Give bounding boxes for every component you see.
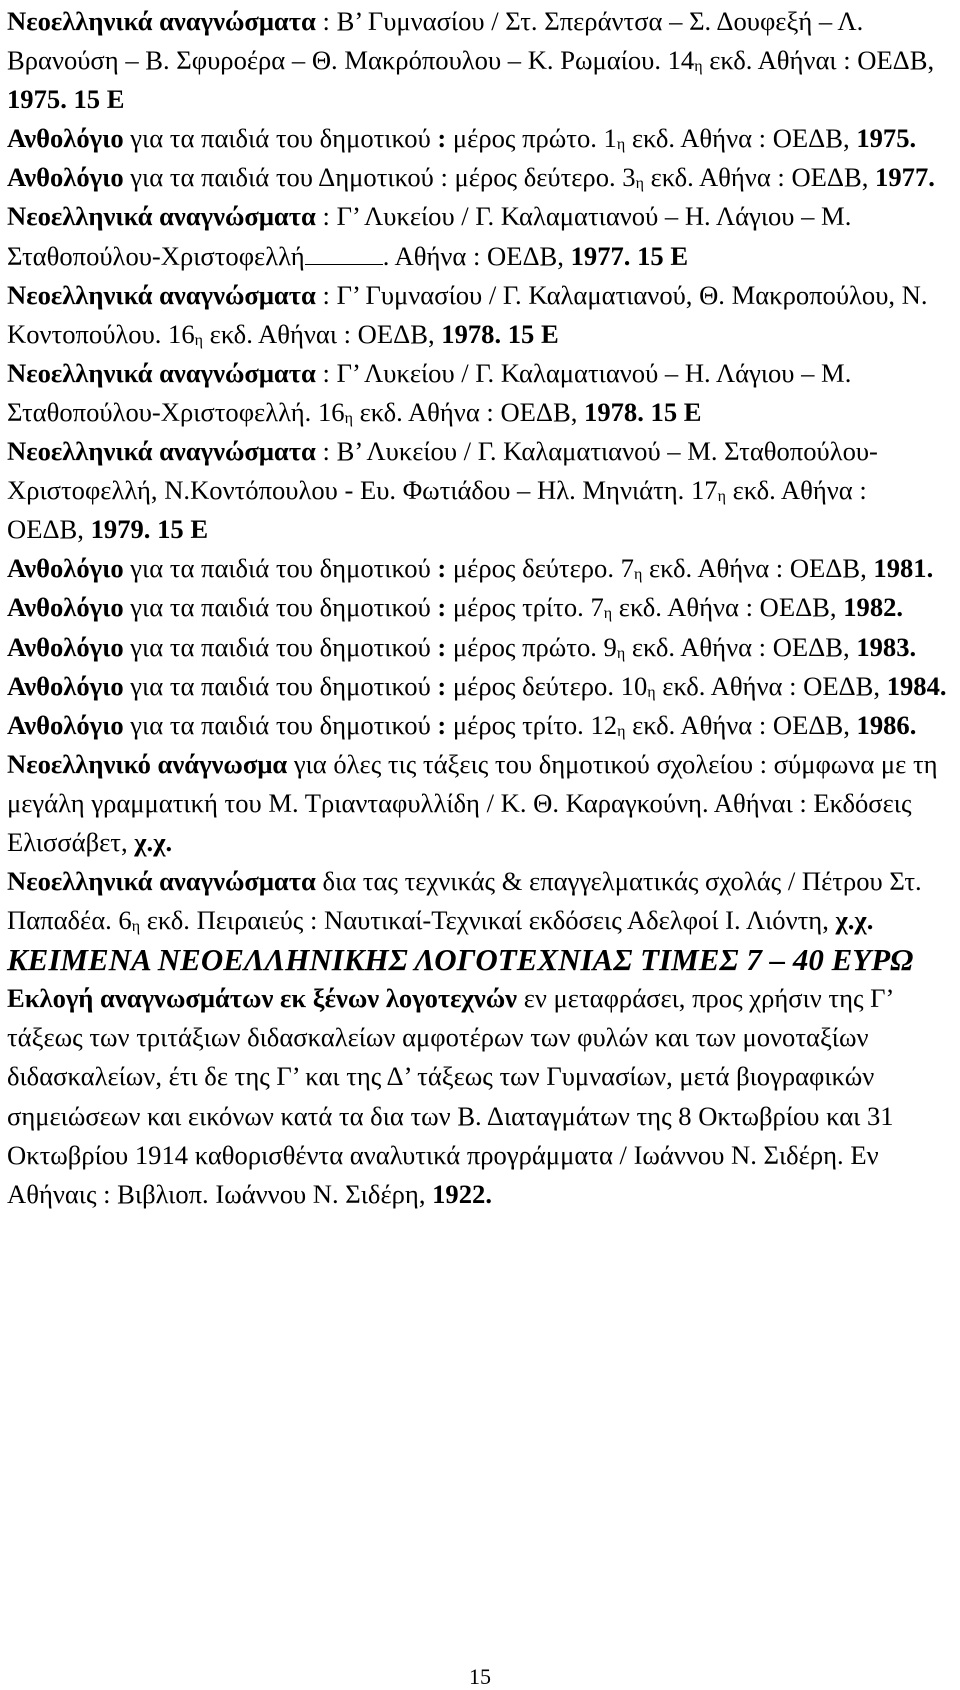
entry-title: Ανθολόγιο <box>7 162 124 193</box>
entry-year: χ.χ. <box>134 826 173 857</box>
entry-text: εκδ. Αθήνα : ΟΕΔΒ, <box>655 670 887 701</box>
entry-title: Ανθολόγιο <box>7 670 124 701</box>
entry-text: εκδ. Αθήνα : ΟΕΔΒ, <box>7 475 867 545</box>
entry-text: για τα παιδιά του Δημοτικού : μέρος δεύτερο. 3 <box>123 162 636 193</box>
bibliography-entry <box>7 158 947 197</box>
entry-text: εκδ. Αθήνα : ΟΕΔΒ, <box>642 553 874 584</box>
edition-marker: η <box>131 918 141 936</box>
entry-year: 1986. <box>856 709 917 740</box>
bibliography-entry <box>7 119 947 158</box>
entry-text: για τα παιδιά του δημοτικού <box>123 592 438 623</box>
entry-text: εν μεταφράσει, προς χρήσιν της Γ’ τάξεως των τριτάξιων διδασκαλείων αμφοτέρων των φυλών και των μονοταξίων διδασκαλείων, έτι δε της Γ’ και της Δ’ τάξεως των Γυμνασίων, μετά βιογραφικών σημειώσεων και εικόνων κατά τα δια των Β. Διαταγμάτων της 8 Οκτωβρίου και 31 Οκτωβρίου 1914 καθορισθέντα αναλυτικά προγράμματα / Ιωάννου Ν. Σιδέρη. Εν Αθήναις : Βιβλιοπ. Ιωάννου Ν. Σιδέρη, <box>7 983 894 1209</box>
entry-title: Νεοελληνικά αναγνώσματα <box>7 279 316 310</box>
entry-colon: : <box>437 123 447 154</box>
entry-year: χ.χ. <box>835 905 874 936</box>
entry-year: 1978. 15 Ε <box>441 318 559 349</box>
bibliography-entry <box>7 549 947 588</box>
entry-year: 1977. 15 Ε <box>570 240 689 271</box>
entry-text: εκδ. Αθήναι : ΟΕΔΒ, <box>203 318 442 349</box>
entry-text: εκδ. Αθήνα : ΟΕΔΒ, <box>625 631 857 662</box>
entry-text: μέρος πρώτο. 1 <box>446 123 617 154</box>
entry-text: εκδ. Πειραιεύς : Ναυτικαί-Τεχνικαί εκδόσεις Αδελφοί Ι. Λιόντη, <box>140 905 836 936</box>
entry-text: για τα παιδιά του δημοτικού <box>123 553 438 584</box>
entry-colon: : <box>437 709 447 740</box>
entry-year: 1978. 15 Ε <box>584 396 702 427</box>
entry-year: 1983. <box>856 631 917 662</box>
bibliography-entry <box>7 354 947 432</box>
entry-text: εκδ. Αθήνα : ΟΕΔΒ, <box>625 709 857 740</box>
underline-blank <box>305 242 383 265</box>
bibliography-entry <box>7 628 947 667</box>
entry-text: για όλες τις τάξεις του δημοτικού σχολείου : σύμφωνα με τη μεγάλη γραμματική του Μ. Τριανταφυλλίδη / Κ. Θ. Καραγκούνη. Αθήναι : Εκδόσεις Ελισσάβετ, <box>7 748 938 857</box>
entry-year: 1922. <box>432 1178 492 1209</box>
entry-year: 1979. 15 Ε <box>90 514 209 545</box>
entry-colon: : <box>437 631 447 662</box>
bibliography-list <box>7 2 947 1214</box>
bibliography-entry <box>7 276 947 354</box>
edition-marker: η <box>717 488 726 506</box>
edition-marker: η <box>616 136 626 154</box>
entry-colon: : <box>437 553 447 584</box>
edition-marker: η <box>647 683 656 701</box>
entry-text: . Αθήνα : ΟΕΔΒ, <box>382 240 571 271</box>
entry-text: για τα παιδιά του δημοτικού <box>123 670 438 701</box>
entry-text: για τα παιδιά του δημοτικού <box>123 123 438 154</box>
entry-title: Ανθολόγιο <box>7 592 124 623</box>
entry-text: εκδ. Αθήνα : ΟΕΔΒ, <box>612 592 844 623</box>
entry-text: για τα παιδιά του δημοτικού <box>123 709 438 740</box>
edition-marker: η <box>633 566 643 584</box>
bibliography-entry <box>7 197 947 275</box>
entry-text: μέρος τρίτο. 7 <box>446 592 604 623</box>
entry-title: Νεοελληνικά αναγνώσματα <box>7 6 316 36</box>
entry-year: 1975. <box>856 123 917 154</box>
entry-text: : Γ’ Γυμνασίου / Γ. Καλαματιανού, Θ. Μακροπούλου, Ν. Κοντοπούλου. 16 <box>7 279 928 349</box>
bibliography-entry <box>7 706 947 745</box>
entry-title: Ανθολόγιο <box>7 631 124 662</box>
edition-marker: η <box>616 644 626 662</box>
entry-text: εκδ. Αθήνα : ΟΕΔΒ, <box>352 396 585 427</box>
entry-colon: : <box>437 592 447 623</box>
entry-text: για τα παιδιά του δημοτικού <box>123 631 438 662</box>
entry-text: μέρος δεύτερο. 10 <box>446 670 648 701</box>
entry-title: Νεοελληνικά αναγνώσματα <box>7 866 316 897</box>
entry-year: 1982. <box>843 592 904 623</box>
page-number: 15 <box>469 1664 491 1689</box>
bibliography-entry <box>7 862 947 940</box>
entry-title: Ανθολόγιο <box>7 123 124 154</box>
entry-text: μέρος τρίτο. 12 <box>446 709 618 740</box>
section-heading: ΚΕΙΜΕΝΑ ΝΕΟΕΛΛΗΝΙΚΗΣ ΛΟΓΟΤΕΧΝΙΑΣ ΤΙΜΕΣ 7 – 40 ΕΥΡΩ <box>7 942 914 978</box>
entry-text: δια τας τεχνικάς & επαγγελματικάς σχολάς / Πέτρου Στ. Παπαδέα. 6 <box>7 866 922 936</box>
entry-text: μέρος πρώτο. 9 <box>446 631 617 662</box>
entry-year: 1977. <box>875 162 935 193</box>
bibliography-entry <box>7 2 947 119</box>
entry-title: Νεοελληνικά αναγνώσματα <box>7 436 316 467</box>
edition-marker: η <box>344 409 353 427</box>
entry-text: : Γ’ Λυκείου / Γ. Καλαματιανού – Η. Λάγιου – Μ. Σταθοπούλου-Χριστοφελλή. 16 <box>7 357 852 427</box>
entry-text: : Γ’ Λυκείου / Γ. Καλαματιανού – Η. Λάγιου – Μ. Σταθοπούλου-Χριστοφελλή <box>7 201 852 271</box>
entry-title: Ανθολόγιο <box>7 709 124 740</box>
bibliography-entry <box>7 667 947 706</box>
bibliography-entry <box>7 979 947 1214</box>
bibliography-entry <box>7 745 947 862</box>
entry-title: Εκλογή αναγνωσμάτων εκ ξένων λογοτεχνών <box>7 983 518 1014</box>
edition-marker: η <box>603 605 613 623</box>
bibliography-entry <box>7 588 947 627</box>
edition-marker: η <box>635 175 644 193</box>
entry-text: εκδ. Αθήνα : ΟΕΔΒ, <box>643 162 876 193</box>
entry-colon: : <box>437 670 447 701</box>
entry-year: 1975. 15 Ε <box>7 84 125 115</box>
entry-title: Νεοελληνικά αναγνώσματα <box>7 357 316 388</box>
entry-title: Νεοελληνικά αναγνώσματα <box>7 201 316 232</box>
entry-text: εκδ. Αθήνα : ΟΕΔΒ, <box>625 123 857 154</box>
edition-marker: η <box>617 722 626 740</box>
entry-year: 1984. <box>886 670 947 701</box>
entry-text: εκδ. Αθήναι : ΟΕΔΒ, <box>702 45 935 76</box>
entry-title: Νεοελληνικό ανάγνωσμα <box>7 748 288 779</box>
edition-marker: η <box>194 331 204 349</box>
edition-marker: η <box>694 58 703 76</box>
entry-title: Ανθολόγιο <box>7 553 124 584</box>
entry-text: μέρος δεύτερο. 7 <box>446 553 634 584</box>
entry-text: : Β’ Λυκείου / Γ. Καλαματιανού – Μ. Σταθοπούλου-Χριστοφελλή, Ν.Κοντόπουλου - Ευ. Φωτιάδου – Ηλ. Μηνιάτη. 17 <box>7 436 878 506</box>
bibliography-entry <box>7 432 947 549</box>
entry-text: : Β’ Γυμνασίου / Στ. Σπεράντσα – Σ. Δουφεξή – Λ. Βρανούση – Β. Σφυροέρα – Θ. Μακρόπουλου – Κ. Ρωμαίου. 14 <box>7 6 864 76</box>
entry-year: 1981. <box>873 553 934 584</box>
